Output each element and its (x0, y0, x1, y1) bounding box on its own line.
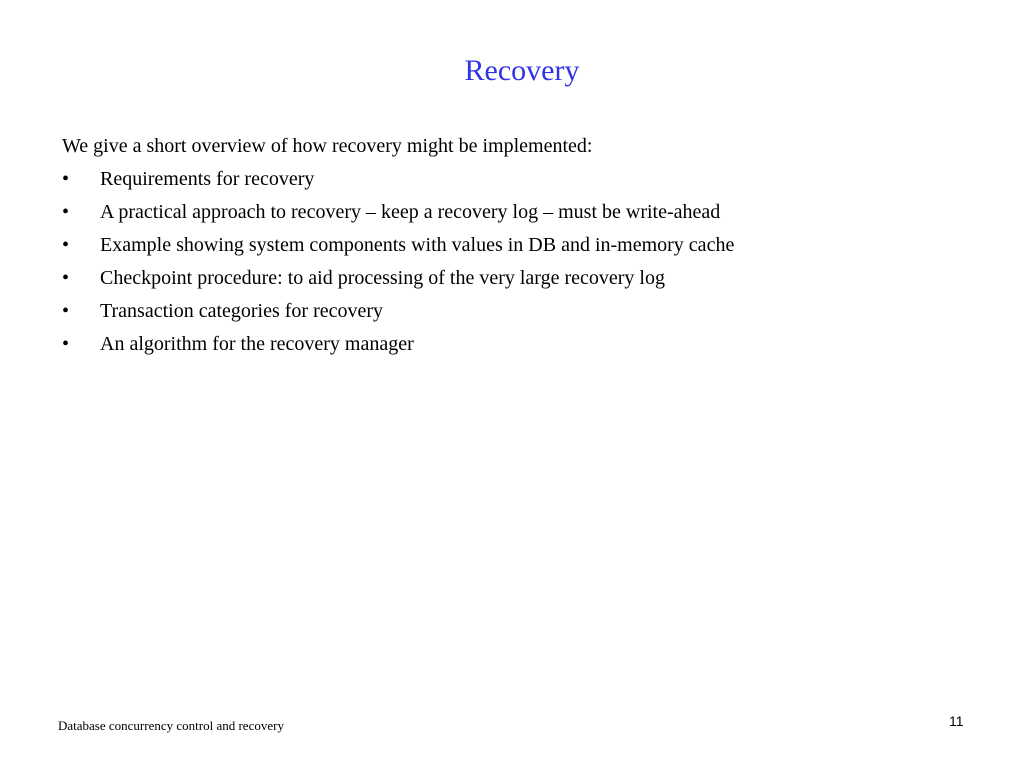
bullet-text: An algorithm for the recovery manager (100, 333, 414, 355)
bullet-icon: • (62, 234, 70, 256)
bullet-text: Example showing system components with values in DB and in-memory cache (100, 234, 735, 256)
footer-text: Database concurrency control and recovery (58, 718, 284, 733)
bullet-text: A practical approach to recovery – keep a recovery log – must be write-ahead (100, 201, 721, 223)
bullet-icon: • (62, 168, 70, 190)
bullet-item (62, 297, 962, 325)
bullet-icon: • (62, 201, 70, 223)
bullet-item (62, 264, 962, 292)
slide-content (62, 132, 962, 363)
bullet-list (62, 165, 962, 358)
bullet-item (62, 330, 962, 358)
bullet-icon: • (62, 267, 70, 289)
slide-title: Recovery (464, 54, 580, 87)
bullet-text: Transaction categories for recovery (100, 300, 384, 322)
page-number: 11 (949, 713, 964, 729)
bullet-item (62, 165, 962, 193)
bullet-text: Requirements for recovery (100, 168, 315, 190)
bullet-text: Checkpoint procedure: to aid processing of the very large recovery log (100, 267, 665, 289)
bullet-icon: • (62, 333, 70, 355)
intro-text: We give a short overview of how recovery might be implemented: (62, 135, 593, 157)
bullet-icon: • (62, 300, 70, 322)
bullet-item (62, 198, 962, 226)
bullet-item (62, 231, 962, 259)
